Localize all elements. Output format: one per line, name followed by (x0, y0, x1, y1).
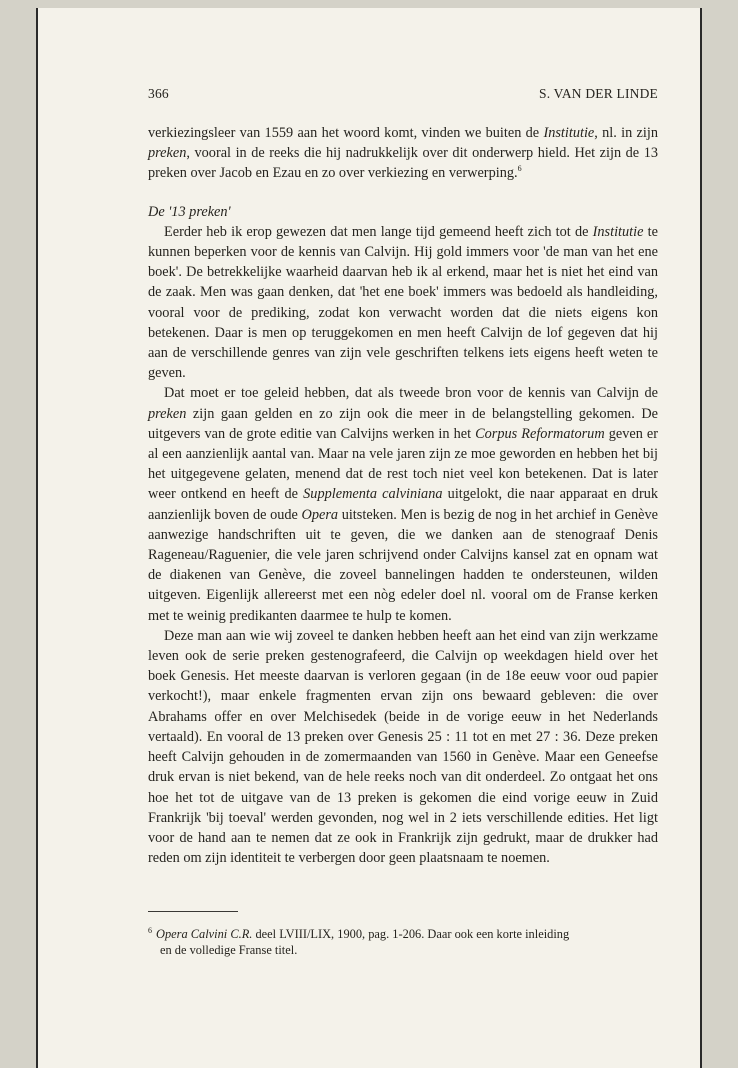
text-run: , vooral in de reeks die hij nadrukkelijk over dit onderwerp hield. Het zijn de 13 preken over Jacob en Ezau en zo over verkiezing en verwerping. (148, 145, 658, 182)
text-run: uitsteken. Men is bezig de nog in het archief in Genève aanwezige handschriften uit te geven, die we danken aan de stenograaf Denis Rageneau/Raguenier, die vele jaren schrijvend onder Calvijns kansel zat en opnam wat de diakenen van Genève, die zoveel bannelingen hadden te ondersteunen, wilden uitgeven. Eigenlijk allereerst met een nòg edeler doel nl. vooral om de Franse kerken met te weinig predikanten daarmee te hulp te komen. (148, 506, 658, 624)
paragraph-3: Deze man aan wie wij zoveel te danken hebben heeft aan het eind van zijn werkzame leven ook de serie preken gestenografeerd, die Calvijn op weekdagen hield over het boek Genesis. Het meeste daarvan is verloren gegaan (in de 18e eeuw voor oud papier verkocht!), maar enkele fragmenten ervan zijn ons bewaard gebleven: die over Abrahams offer en over Melchisedek (beide in de vorige eeuw in het Nederlands vertaald). En vooral de 13 preken over Genesis 25 : 11 tot en met 27 : 36. Deze preken heeft Calvijn gehouden in de zomermaanden van 1560 in Genève. Maar een Geneefse druk ervan is niet bekend, van de hele reeks noch van dit onderdeel. Zo ontgaat het ons hoe het tot de uitgave van de 13 preken is gekomen die eind vorige eeuw in Zuid Frankrijk 'bij toeval' werden gevonden, nog wel in 2 iets verschillende edities. Het ligt voor de hand aan te nemen dat ze ook in Frankrijk zijn gedrukt, maar de drukker had reden om zijn identiteit te verbergen door geen plaatsnaam te noemen. (148, 627, 658, 867)
text-run: verkiezingsleer van 1559 aan het woord komt, vinden we buiten de (148, 125, 544, 141)
italic-term: Institutie (592, 223, 644, 240)
text-run: Dat moet er toe geleid hebben, dat als tweede bron voor de kennis van Calvijn de (164, 385, 658, 402)
footnote (148, 926, 658, 958)
paragraph-2 (148, 383, 658, 625)
text-run: geven er al een aanzienlijk aantal van. Maar na vele jaren zijn ze moe geworden en hebben het bij het uitgegevene gelaten, menend dat de rest toch niet veel kon betekenen. Dat is later weer ontkend en heeft de (148, 425, 658, 503)
book-page (36, 8, 702, 1068)
page-number: 366 (148, 86, 169, 101)
text-run: Eerder heb ik erop gewezen dat men lange tijd gemeend heeft zich tot de (164, 223, 593, 240)
running-head: S. VAN DER LINDE (539, 86, 658, 101)
footnote-ref[interactable]: 6 (517, 164, 522, 174)
italic-term: preken (148, 405, 187, 422)
italic-term: Opera (301, 506, 339, 523)
body-text (148, 123, 658, 868)
footnote-text: deel LVIII/LIX, 1900, pag. 1-206. Daar ook een korte inleiding (252, 927, 570, 941)
italic-term: Corpus Reformatorum (475, 425, 605, 442)
italic-term: Institutie (543, 125, 595, 141)
footnote-rule (148, 911, 238, 912)
footnote-mark: 6 (148, 925, 152, 935)
text-run: zijn gaan gelden en zo zijn ook die meer in de belangstelling gekomen. De uitgevers van de grote editie van Calvijns werken in het (148, 405, 658, 442)
paragraph-0 (148, 123, 658, 184)
text-run: te kunnen beperken voor de kennis van Calvijn. Hij gold immers voor 'de man van het ene boek'. De betrekkelijke waarheid daarvan heb ik al erkend, maar het is niet het eind van de zaak. Men was gaan denken, dat 'het ene boek' immers was bedoeld als handleiding, vooral voor de prediking, zodat kon verwacht worden dat die niets eigens kon betekenen. Daar is men op teruggekomen en men heeft Calvijn de lof gegeven dat hij aan de verschillende genres van zijn vele geschriften telkens iets eigens heeft weten te geven. (148, 223, 658, 382)
footnote-italic: Opera Calvini C.R. (156, 927, 253, 941)
text-run: uitgelokt, die naar apparaat en druk aanzienlijk boven de oude (148, 486, 658, 523)
section-title: De '13 preken' (148, 203, 231, 220)
paragraph-1 (148, 222, 658, 384)
footnote-text-line2: en de volledige Franse titel. (160, 943, 298, 957)
text-run: , nl. in zijn (594, 125, 658, 141)
italic-term: preken (148, 145, 187, 162)
italic-term: Supplementa calviniana (303, 486, 443, 503)
